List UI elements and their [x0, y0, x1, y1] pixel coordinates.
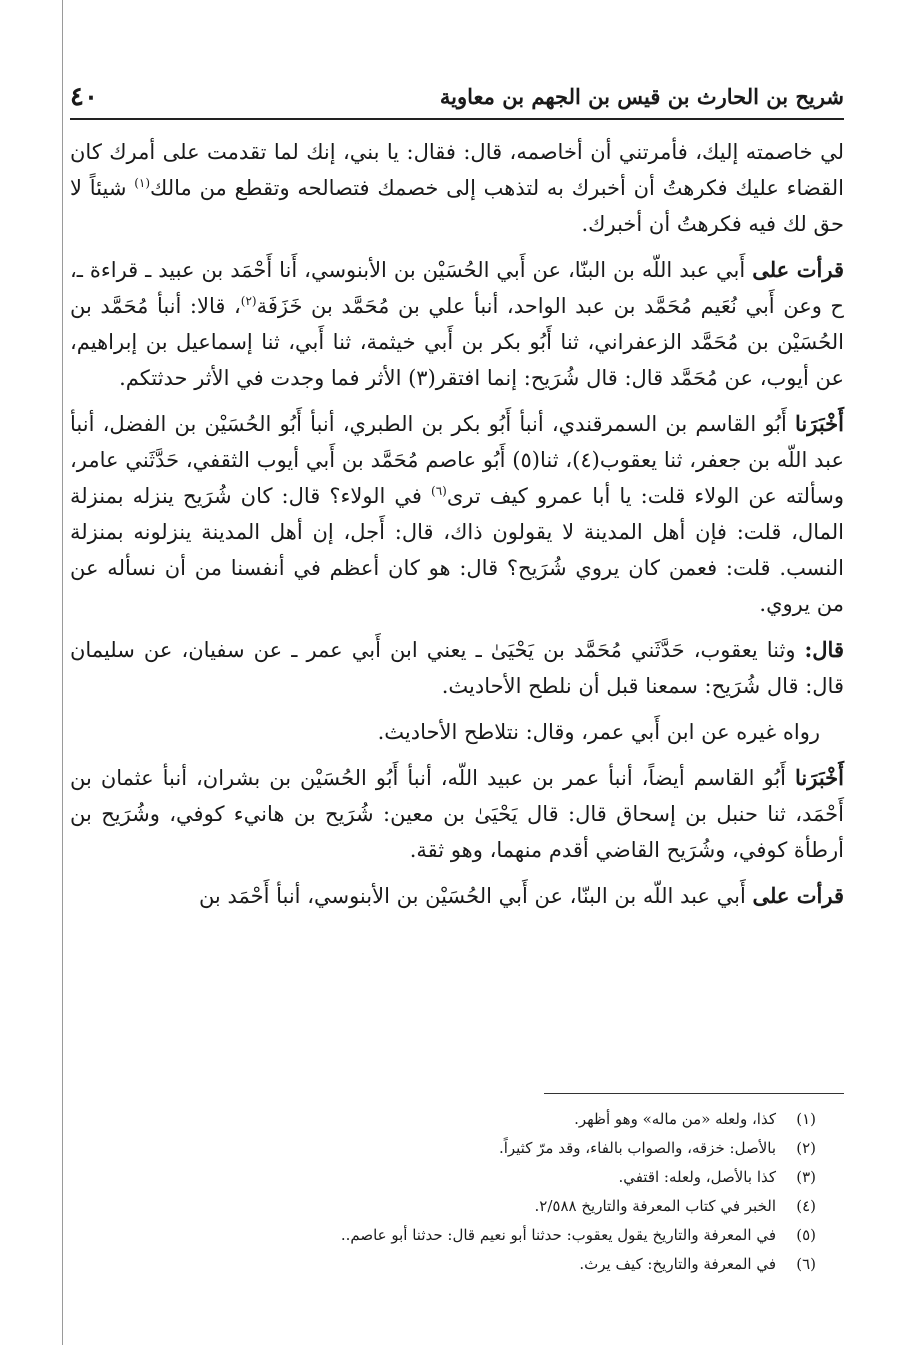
paragraph-text: رواه غيره عن ابن أَبي عمر، وقال: نتلاطح الأحاديث. [377, 720, 820, 744]
header-rule [70, 118, 844, 120]
paragraph [70, 760, 844, 868]
paragraph-text: أَبُو القاسم بن السمرقندي، أنبأ أَبُو بكر بن الطبري، أنبأ أَبُو الحُسَيْن بن الفضل، أنبأ عبد اللّه بن جعفر، ثنا يعقوب(٤)، ثنا(٥) أَبُو عاصم مُحَمَّد بن أَبي أيوب الثقفي، حَدَّثَني عامر، وسألته عن الولاء قلت: يا أبا عمرو كيف ترى [70, 412, 844, 508]
footnote-text: في المعرفة والتاريخ: كيف يرث. [579, 1255, 776, 1273]
page-number: ٤٠ [70, 82, 98, 112]
paragraph [70, 252, 844, 396]
footnote-number: (٣) [796, 1168, 816, 1186]
paragraph-text: أَبي عبد اللّه بن البنّا، عن أَبي الحُسَيْن بن الأبنوسي، أَنا أَحْمَد بن عبيد ـ قراءة ـ، ح وعن أَبي نُعَيم مُحَمَّد بن عبد الواحد، أنبأ علي بن مُحَمَّد بن خَزَفَة [70, 258, 844, 318]
footnotes [100, 1105, 816, 1279]
footnote-number: (٢) [796, 1139, 816, 1157]
footnote-text: كذا، ولعله «من ماله» وهو أظهر. [574, 1110, 776, 1128]
footnote-number: (٤) [796, 1197, 816, 1215]
paragraph-lead: قال: [804, 637, 844, 662]
footnote-rule [544, 1093, 844, 1094]
footnote-number: (٥) [796, 1226, 816, 1244]
footnote [100, 1134, 816, 1163]
footnote [100, 1105, 816, 1134]
paragraph-lead: قرأت على [752, 883, 844, 908]
footnote-ref: (٢) [240, 294, 257, 308]
footnote-text: الخبر في كتاب المعرفة والتاريخ ٢/٥٨٨. [534, 1197, 776, 1215]
running-title: شريح بن الحارث بن قيس بن الجهم بن معاوية [439, 84, 844, 109]
paragraph-text: لي خاصمته إليك، فأمرتني أن أخاصمه، قال: فقال: يا بني، إنك لما تقدمت على أمرك كان القضاء عليك فكرهتُ أن أخبرك به لتذهب إلى خصمك فتصالحه وتقطع من مالك [70, 140, 845, 200]
footnote [100, 1221, 816, 1250]
paragraph-lead: أَخْبَرَنا [795, 411, 844, 436]
footnote [100, 1163, 816, 1192]
paragraph-text-tail: ، قالا: أنبأ مُحَمَّد بن الحُسَيْن بن مُحَمَّد الزعفراني، ثنا أَبُو بكر بن أَبي خيثمة، ثنا أَبي، ثنا إسماعيل بن إبراهيم، عن أيوب، عن مُحَمَّد قال: قال شُرَيح: إنما افتقر(٣) الأثر فما وجدت في الأثر حدثتكم. [70, 294, 844, 390]
footnote-number: (١) [796, 1110, 816, 1128]
paragraph-text-tail: في الولاء؟ قال: كان شُرَيح ينزله بمنزلة المال، قلت: فإن أهل المدينة لا يقولون ذاك، قال: أَجل، إن أهل المدينة ينزلونه بمنزلة النسب. قلت: فعمن كان يروي شُرَيح؟ قال: هو كان أعظم في أنفسنا من أن نسأله عن من يروي. [70, 484, 844, 616]
paragraph-text: أَبُو القاسم أيضاً، أنبأ عمر بن عبيد اللّه، أنبأ أَبُو الحُسَيْن بن بشران، أنبأ عثمان بن أَحْمَد، ثنا حنبل بن إسحاق قال: قال يَحْيَىٰ بن معين: شُرَيح بن هانيء كوفي، وشُرَيح بن أرطأة كوفي، وشُرَيح القاضي أقدم منهما، وهو ثقة. [70, 766, 844, 862]
footnote-number: (٦) [796, 1255, 816, 1273]
page-header [70, 80, 844, 114]
paragraph-text: وثنا يعقوب، حَدَّثَني مُحَمَّد بن يَحْيَىٰ ـ يعني ابن أَبي عمر ـ عن سفيان، عن سليمان قال: قال شُرَيح: سمعنا قبل أن نلطح الأحاديث. [70, 638, 844, 698]
paragraph-lead: أَخْبَرَنا [795, 765, 844, 790]
paragraph [70, 406, 844, 622]
paragraph [70, 134, 844, 242]
footnote-ref: (٦) [431, 484, 447, 498]
footnote [100, 1192, 816, 1221]
paragraph [70, 878, 844, 914]
paragraph [70, 714, 844, 750]
paragraph [70, 632, 844, 704]
footnote-ref: (١) [134, 176, 151, 190]
page-gutter-line [62, 0, 63, 1345]
paragraph-text-tail: شيئاً لا حق لك فيه فكرهتُ أن أخبرك. [70, 176, 844, 236]
footnote [100, 1250, 816, 1279]
footnote-text: بالأصل: خزقه، والصواب بالفاء، وقد مرّ كثيراً. [498, 1139, 776, 1157]
footnote-text: في المعرفة والتاريخ يقول يعقوب: حدثنا أبو نعيم قال: حدثنا أبو عاصم.. [340, 1226, 776, 1244]
main-text [70, 134, 844, 924]
paragraph-text: أَبي عبد اللّه بن البنّا، عن أَبي الحُسَيْن بن الأبنوسي، أنبأ أَحْمَد بن [198, 884, 753, 908]
paragraph-lead: قرأت على [752, 257, 844, 282]
footnote-text: كذا بالأصل، ولعله: اقتفي. [618, 1168, 776, 1186]
